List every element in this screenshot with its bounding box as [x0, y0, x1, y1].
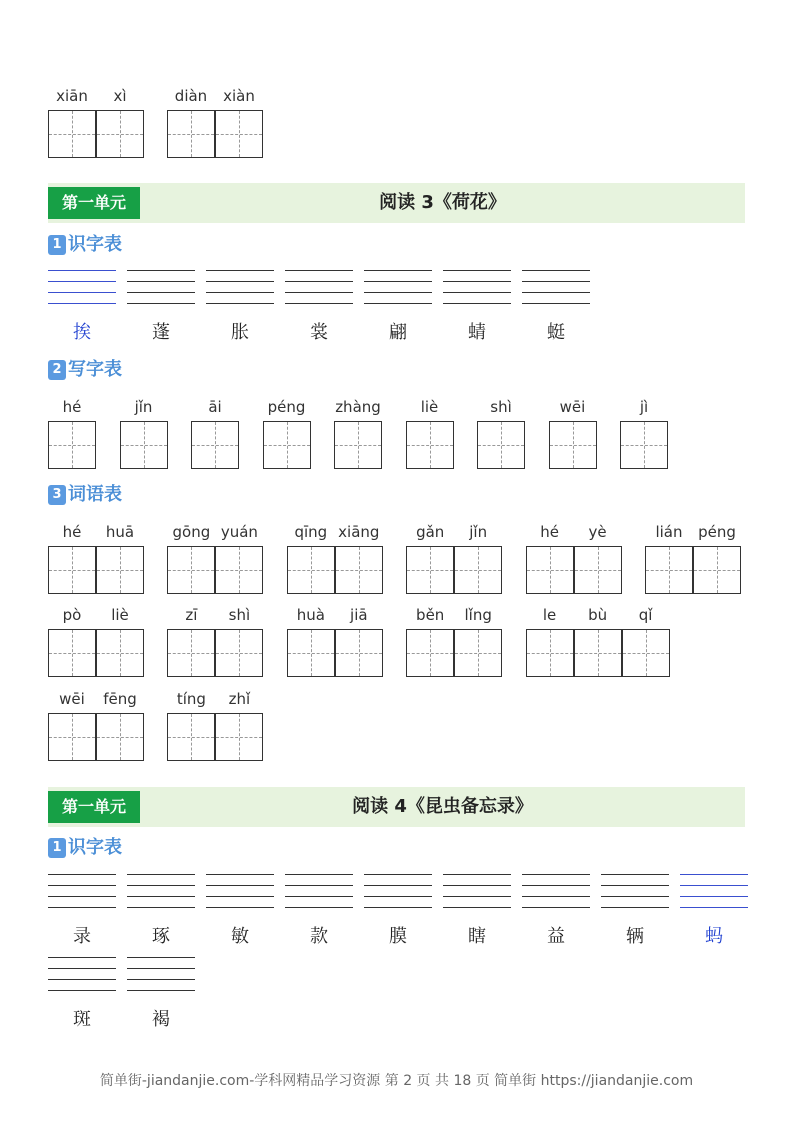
tian-grid-box[interactable] [167, 713, 215, 761]
line [127, 281, 195, 282]
tian-grid-box[interactable] [48, 110, 96, 158]
recognize-char: 挨 [73, 322, 91, 343]
line [285, 874, 353, 875]
pinyin-label: gōng [172, 523, 211, 541]
pinyin-label: wēi [559, 398, 586, 416]
tian-grid-box[interactable] [96, 629, 144, 677]
line [285, 270, 353, 271]
line [127, 979, 195, 980]
line [48, 874, 116, 875]
line [364, 896, 432, 897]
tian-grid-box[interactable] [406, 629, 454, 677]
heading-text: 词语表 [68, 484, 122, 505]
tian-grid-box[interactable] [335, 546, 383, 594]
pinyin-label: lián [655, 523, 683, 541]
recognize-char: 琢 [152, 926, 170, 947]
pinyin-label: qǐ [638, 606, 653, 624]
tian-grid-box[interactable] [48, 629, 96, 677]
heading-text: 写字表 [68, 359, 122, 380]
lesson4-header-bar [48, 787, 745, 827]
pinyin-label: shì [228, 606, 251, 624]
line [443, 292, 511, 293]
writing-lines[interactable] [522, 270, 590, 304]
line [522, 292, 590, 293]
unit-tag: 第一单元 [48, 791, 140, 823]
line [127, 907, 195, 908]
number-badge: 2 [48, 360, 66, 380]
writing-lines[interactable] [127, 874, 195, 908]
recognize-char: 胀 [231, 322, 249, 343]
tian-grid-box[interactable] [96, 546, 144, 594]
write-heading [48, 358, 122, 382]
line [206, 896, 274, 897]
pinyin-label: gǎn [416, 523, 445, 541]
tian-grid-box[interactable] [215, 110, 263, 158]
pinyin-label: pò [62, 606, 82, 624]
tian-grid-box[interactable] [334, 421, 382, 469]
tian-grid-box[interactable] [406, 546, 454, 594]
writing-lines[interactable] [48, 874, 116, 908]
pinyin-label: zhàng [335, 398, 381, 416]
line [364, 303, 432, 304]
tian-grid-box[interactable] [574, 629, 622, 677]
line [601, 874, 669, 875]
line [48, 907, 116, 908]
line [127, 896, 195, 897]
line [127, 292, 195, 293]
recognize-heading [48, 836, 122, 860]
line [443, 896, 511, 897]
pinyin-label: bù [588, 606, 608, 624]
writing-lines[interactable] [48, 957, 116, 991]
tian-grid-box[interactable] [215, 713, 263, 761]
line [443, 907, 511, 908]
line [364, 292, 432, 293]
pinyin-label: jǐn [134, 398, 153, 416]
writing-lines[interactable] [443, 874, 511, 908]
writing-lines[interactable] [285, 270, 353, 304]
tian-grid-box[interactable] [96, 713, 144, 761]
pinyin-label: jǐn [469, 523, 488, 541]
pinyin-label: wēi [59, 690, 85, 708]
line [522, 896, 590, 897]
line [443, 885, 511, 886]
line [48, 270, 116, 271]
pinyin-label: liè [111, 606, 129, 624]
pinyin-label: shì [490, 398, 512, 416]
recognize-char: 敏 [231, 926, 249, 947]
recognize-char: 斑 [73, 1009, 91, 1030]
recognize-char: 辆 [626, 926, 644, 947]
pinyin-label: le [542, 606, 557, 624]
recognize-char: 益 [547, 926, 565, 947]
line [48, 281, 116, 282]
line [522, 270, 590, 271]
writing-lines[interactable] [206, 874, 274, 908]
line [48, 885, 116, 886]
heading-text: 识字表 [68, 837, 122, 858]
tian-grid-box[interactable] [191, 421, 239, 469]
recognize-char: 膜 [389, 926, 407, 947]
recognize-char: 瞎 [468, 926, 486, 947]
pinyin-label: diàn [174, 87, 208, 105]
line [522, 907, 590, 908]
pinyin-label: hé [62, 398, 82, 416]
line [680, 874, 748, 875]
tian-grid-box[interactable] [167, 629, 215, 677]
tian-grid-box[interactable] [215, 546, 263, 594]
pinyin-label: tíng [176, 690, 206, 708]
line [285, 292, 353, 293]
line [443, 874, 511, 875]
line [364, 270, 432, 271]
recognize-char: 蓬 [152, 322, 170, 343]
pinyin-label: huā [105, 523, 135, 541]
line [364, 281, 432, 282]
number-badge: 3 [48, 485, 66, 505]
tian-grid-box[interactable] [406, 421, 454, 469]
tian-grid-box[interactable] [620, 421, 668, 469]
lesson-title: 阅读 3《荷花》 [379, 192, 506, 213]
line [285, 885, 353, 886]
line [206, 292, 274, 293]
writing-lines[interactable] [443, 270, 511, 304]
line [127, 874, 195, 875]
number-badge: 1 [48, 838, 66, 858]
line [364, 907, 432, 908]
line [285, 907, 353, 908]
writing-lines[interactable] [364, 270, 432, 304]
tian-grid-box[interactable] [645, 546, 693, 594]
line [522, 874, 590, 875]
recognize-char: 翩 [389, 322, 407, 343]
tian-grid-box[interactable] [454, 629, 502, 677]
line [364, 874, 432, 875]
line [127, 990, 195, 991]
line [443, 270, 511, 271]
pinyin-label: hé [62, 523, 82, 541]
line [522, 281, 590, 282]
writing-lines[interactable] [206, 270, 274, 304]
tian-grid-box[interactable] [622, 629, 670, 677]
pinyin-label: huà [296, 606, 325, 624]
recognize-char: 蜓 [547, 322, 565, 343]
line [48, 896, 116, 897]
line [601, 896, 669, 897]
writing-lines[interactable] [522, 874, 590, 908]
pinyin-label: xiān [56, 87, 88, 105]
tian-grid-box[interactable] [477, 421, 525, 469]
pinyin-label: qīng [294, 523, 328, 541]
line [206, 270, 274, 271]
tian-grid-box[interactable] [48, 546, 96, 594]
line [48, 957, 116, 958]
tian-grid-box[interactable] [526, 546, 574, 594]
recognize-char: 蜻 [468, 322, 486, 343]
line [127, 303, 195, 304]
pinyin-label: jì [639, 398, 649, 416]
line [127, 968, 195, 969]
pinyin-label: xiàn [223, 87, 255, 105]
pinyin-label: fēng [103, 690, 137, 708]
tian-grid-box[interactable] [263, 421, 311, 469]
line [127, 885, 195, 886]
line [285, 303, 353, 304]
line [680, 885, 748, 886]
tian-grid-box[interactable] [48, 713, 96, 761]
writing-lines[interactable] [127, 270, 195, 304]
number-badge: 1 [48, 235, 66, 255]
tian-grid-box[interactable] [215, 629, 263, 677]
line [48, 303, 116, 304]
line [285, 896, 353, 897]
line [206, 874, 274, 875]
tian-grid-box[interactable] [120, 421, 168, 469]
line [206, 281, 274, 282]
writing-lines[interactable] [601, 874, 669, 908]
words-heading [48, 483, 122, 507]
tian-grid-box[interactable] [335, 629, 383, 677]
line [48, 979, 116, 980]
line [206, 303, 274, 304]
line [522, 303, 590, 304]
recognize-char: 蚂 [705, 926, 723, 947]
pinyin-label: xiāng [338, 523, 380, 541]
writing-lines[interactable] [364, 874, 432, 908]
tian-grid-box[interactable] [574, 546, 622, 594]
lesson-title: 阅读 4《昆虫备忘录》 [352, 796, 533, 817]
line [601, 885, 669, 886]
unit-tag: 第一单元 [48, 187, 140, 219]
page-footer: 简单街-jiandanjie.com-学科网精品学习资源 第 2 页 共 18 页 简单街 https://jiandanjie.com [99, 1073, 694, 1089]
tian-grid-box[interactable] [526, 629, 574, 677]
tian-grid-box[interactable] [167, 546, 215, 594]
line [364, 885, 432, 886]
tian-grid-box[interactable] [549, 421, 597, 469]
writing-lines[interactable] [48, 270, 116, 304]
pinyin-label: liè [420, 398, 439, 416]
line [127, 957, 195, 958]
line [443, 303, 511, 304]
line [522, 885, 590, 886]
pinyin-label: hé [540, 523, 559, 541]
recognize-heading [48, 233, 122, 257]
writing-lines[interactable] [127, 957, 195, 991]
line [285, 281, 353, 282]
line [443, 281, 511, 282]
line [680, 907, 748, 908]
recognize-char: 褐 [152, 1009, 170, 1030]
line [206, 907, 274, 908]
line [48, 292, 116, 293]
pinyin-label: lǐng [464, 606, 492, 624]
line [601, 907, 669, 908]
pinyin-label: yè [588, 523, 607, 541]
line [680, 896, 748, 897]
writing-lines[interactable] [680, 874, 748, 908]
tian-grid-box[interactable] [167, 110, 215, 158]
tian-grid-box[interactable] [454, 546, 502, 594]
pinyin-label: péng [698, 523, 736, 541]
line [127, 270, 195, 271]
recognize-char: 录 [73, 926, 91, 947]
lesson3-header-bar [48, 183, 745, 223]
pinyin-label: xì [113, 87, 127, 105]
line [206, 885, 274, 886]
pinyin-label: péng [267, 398, 306, 416]
pinyin-label: jiā [350, 606, 368, 624]
pinyin-label: zhǐ [228, 690, 251, 708]
tian-grid-box[interactable] [287, 629, 335, 677]
tian-grid-box[interactable] [693, 546, 741, 594]
line [48, 968, 116, 969]
writing-lines[interactable] [285, 874, 353, 908]
pinyin-label: yuán [220, 523, 258, 541]
tian-grid-box[interactable] [96, 110, 144, 158]
pinyin-label: āi [208, 398, 222, 416]
line [48, 990, 116, 991]
tian-grid-box[interactable] [48, 421, 96, 469]
recognize-char: 裳 [310, 322, 328, 343]
recognize-char: 款 [310, 926, 328, 947]
heading-text: 识字表 [68, 234, 122, 255]
pinyin-label: zī [185, 606, 198, 624]
tian-grid-box[interactable] [287, 546, 335, 594]
pinyin-label: běn [416, 606, 445, 624]
